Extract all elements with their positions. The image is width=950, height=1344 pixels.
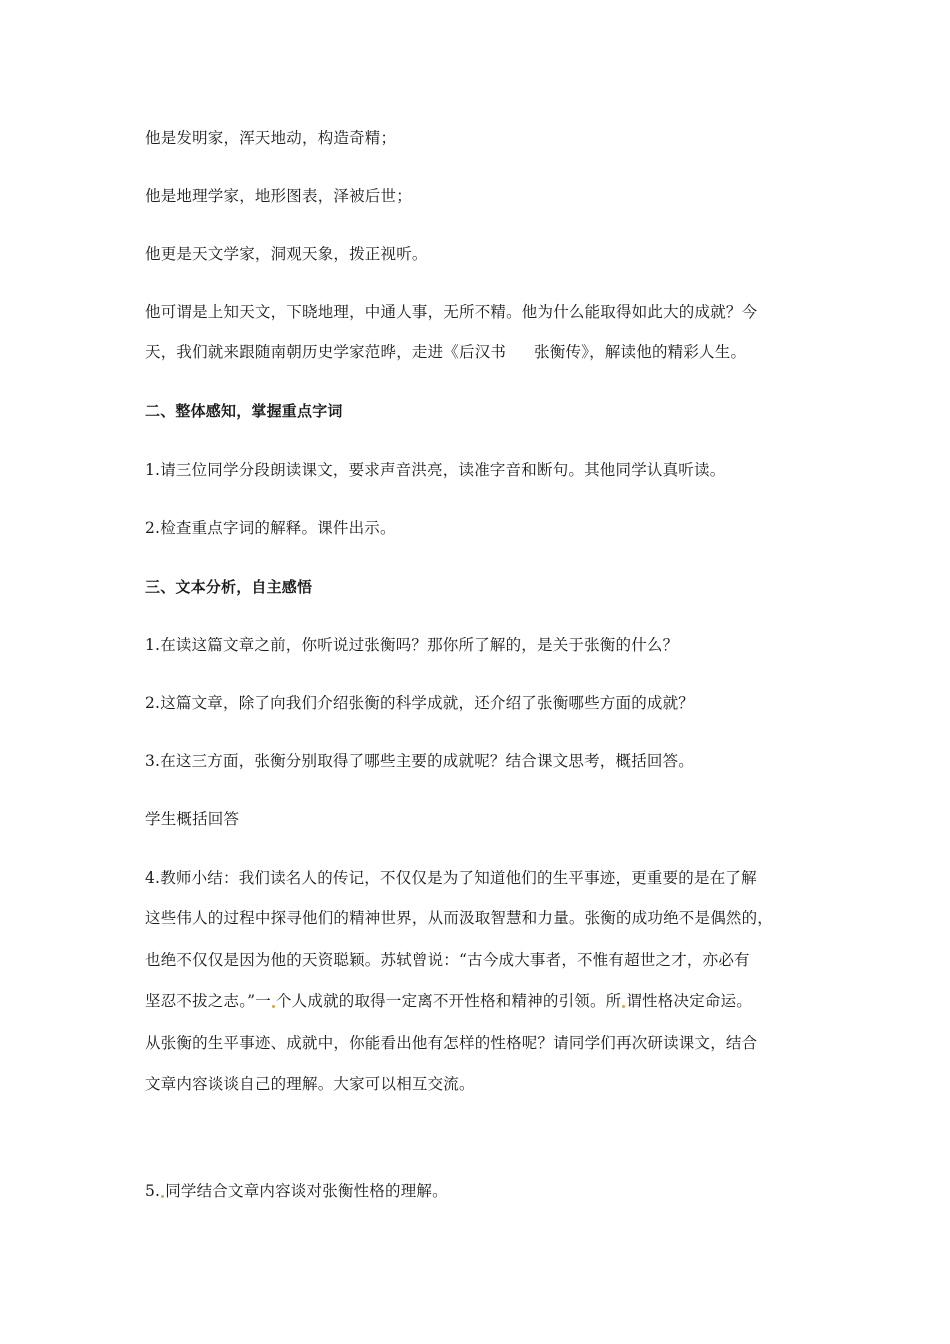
mark-dot [622,1005,625,1008]
section-3-item-4-line-6: 文章内容谈谈自己的理解。大家可以相互交流。 [145,1075,475,1093]
intro-line-inventor: 他是发明家，浑天地动，构造奇精； [145,129,397,147]
item-4-line-4-part-c: 谓性格决定命运。 [626,992,752,1010]
section-3-heading: 三、文本分析，自主感悟 [145,578,313,596]
mark-dot [272,1005,275,1008]
item-5-number: 5. [145,1182,161,1200]
section-3-item-4-line-5: 从张衡的生平事迹、成就中，你能看出他有怎样的性格呢？请同学们再次研读课文，结合 [145,1034,758,1052]
section-3-item-3: 3.在这三方面，张衡分别取得了哪些主要的成就呢？结合课文思考，概括回答。 [145,752,694,770]
section-3-item-4-line-1: 4.教师小结：我们读名人的传记，不仅仅是为了知道他们的生平事迹，更重要的是在了解 [145,869,757,887]
mark-dot [161,1195,164,1198]
section-2-heading: 二、整体感知，掌握重点字词 [145,402,343,420]
student-answer-note: 学生概括回答 [145,810,240,828]
intro-paragraph-line-1: 他可谓是上知天文，下晓地理，中通人事，无所不精。他为什么能取得如此大的成就？今 [145,303,758,321]
intro-line-geographer: 他是地理学家，地形图表，泽被后世； [145,187,412,205]
item-4-line-4-part-a: 坚忍不拔之志。”一 [145,992,271,1010]
section-3-item-4-line-3: 也绝不仅仅是因为他的天资聪颖。苏轼曾说：“古今成大事者，不惟有超世之才，亦必有 [145,951,750,969]
item-5-text: 同学结合文章内容谈对张衡性格的理解。 [165,1182,448,1200]
item-4-line-4-part-b: 个人成就的取得一定离不开性格和精神的引领。所 [275,992,622,1010]
section-3-item-4-line-4 [145,991,752,1011]
section-3-item-5 [145,1181,448,1201]
section-3-item-2: 2.这篇文章，除了向我们介绍张衡的科学成就，还介绍了张衡哪些方面的成就？ [145,694,694,712]
intro-paragraph-line-2 [145,342,746,362]
intro-paragraph-line-2b: 张衡传》，解读他的精彩人生。 [534,343,747,361]
section-3-item-1: 1.在读这篇文章之前，你听说过张衡吗？那你所了解的，是关于张衡的什么？ [145,636,679,654]
section-2-item-1: 1.请三位同学分段朗读课文，要求声音洪亮，读准字音和断句。其他同学认真听读。 [145,461,726,479]
section-3-item-4-line-2: 这些伟人的过程中探寻他们的精神世界，从而汲取智慧和力量。张衡的成功绝不是偶然的， [145,909,774,927]
intro-paragraph-line-2a: 天，我们就来跟随南朝历史学家范晔，走进《后汉书 [145,343,507,361]
section-2-item-2: 2.检查重点字词的解释。课件出示。 [145,519,396,537]
intro-line-astronomer: 他更是天文学家，洞观天象，拨正视听。 [145,245,428,263]
